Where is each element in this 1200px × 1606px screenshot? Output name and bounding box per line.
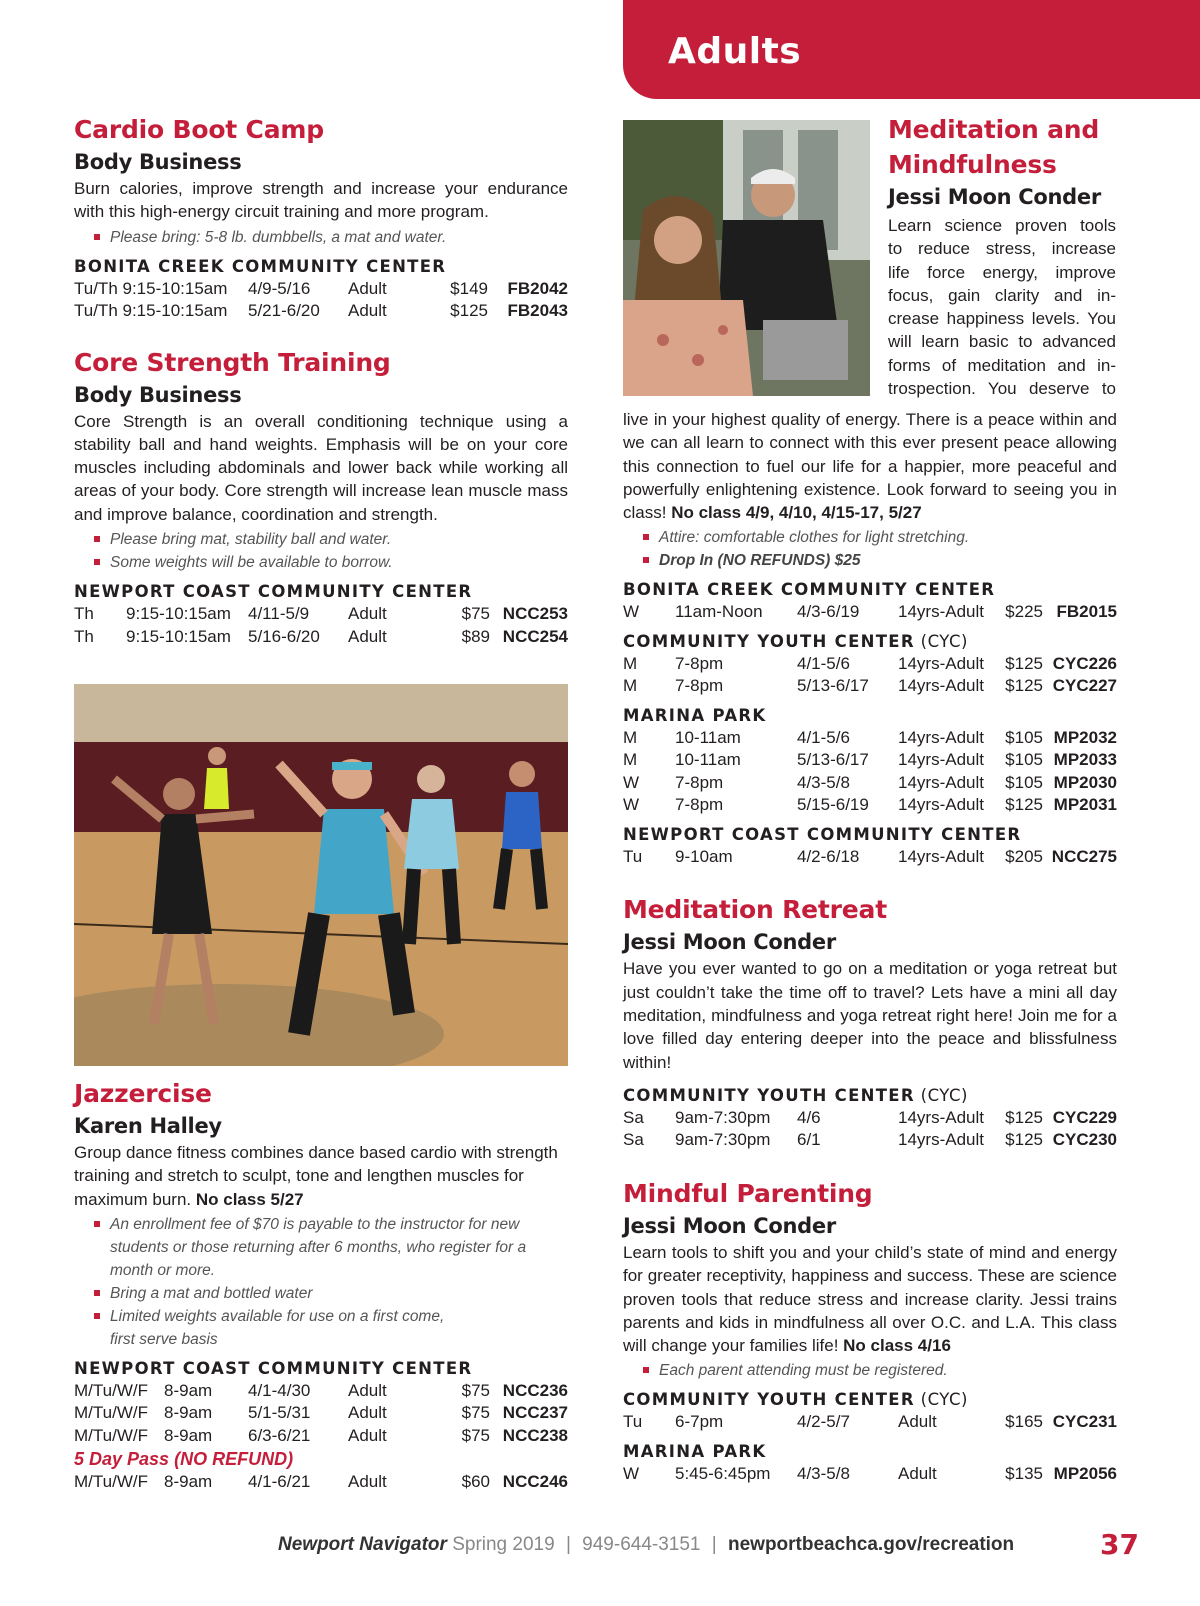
footer-separator: | bbox=[711, 1534, 717, 1555]
instructor-name: Body Business bbox=[74, 382, 242, 407]
publication-name: Newport Navigator bbox=[278, 1534, 447, 1555]
class-description: live in your highest quality of energy. There is a peace within and we can all learn to connect with this ever present peace allowing this connection to fuel our life for a happier, more peaceful and powerfully enlightening existence. Look forward to seeing you in class! No class 4/9, 4/10, 4/15-17, 5/27 bbox=[623, 410, 1117, 523]
section-tab bbox=[623, 0, 1200, 99]
course-code: CYC230 bbox=[1052, 1130, 1117, 1150]
course-code: NCC246 bbox=[502, 1472, 568, 1492]
class-description: Core Strength is an overall conditioning technique using a stability ball and hand weights. Emphasis will be on your core muscles including abdominals and lower back while working all areas of your body. Core strength will increase lean muscle mass and improve balance, coordination and strength. bbox=[74, 411, 568, 524]
notes-list bbox=[74, 1213, 568, 1351]
instructor-name: Karen Halley bbox=[74, 1114, 222, 1138]
note-item: An enrollment fee of $70 is payable to the instructor for new students or those returning after 6 months, who register for a month or more. bbox=[74, 1213, 568, 1282]
note-item: Bring a mat and bottled water bbox=[74, 1282, 568, 1305]
bullet-icon bbox=[643, 557, 649, 563]
schedule-row: W 7-8pm 5/15-6/19 14yrs-Adult $125 MP2031 bbox=[623, 794, 1117, 817]
venue-name: MARINA PARK bbox=[623, 1441, 767, 1461]
schedule-row: M 10-11am 4/1-5/6 14yrs-Adult $105 MP2032 bbox=[623, 727, 1117, 750]
website-link[interactable]: newportbeachca.gov/recreation bbox=[728, 1534, 1015, 1555]
phone-number: 949-644-3151 bbox=[582, 1534, 701, 1555]
meditation-header bbox=[888, 112, 1116, 400]
class-title: Core Strength Training bbox=[74, 347, 391, 377]
no-class-note: No class 4/9, 4/10, 4/15-17, 5/27 bbox=[671, 503, 922, 523]
venue-name: NEWPORT COAST COMMUNITY CENTER bbox=[74, 1358, 473, 1378]
bullet-icon bbox=[94, 1221, 100, 1227]
schedule-row: Th 9:15-10:15am 5/16-6/20 Adult $89 NCC254 bbox=[74, 626, 568, 649]
bullet-icon bbox=[643, 534, 649, 540]
schedule-row: Th 9:15-10:15am 4/11-5/9 Adult $75 NCC253 bbox=[74, 603, 568, 626]
note-item: Drop In (NO REFUNDS) $25 bbox=[623, 549, 1117, 572]
class-description: Group dance fitness combines dance based cardio with strength training and stretch to sculpt, tone and lengthen muscles for maximum burn. No class 5/27 bbox=[74, 1143, 558, 1209]
jazzercise-column bbox=[74, 1076, 568, 1494]
note-item: Limited weights available for use on a first come, first serve basis bbox=[74, 1305, 568, 1351]
class-cardio-boot-camp bbox=[74, 112, 568, 323]
schedule-row: W 11am-Noon 4/3-6/19 14yrs-Adult $225 FB2015 bbox=[623, 601, 1117, 624]
course-code: MP2030 bbox=[1053, 772, 1117, 792]
schedule-row: Tu/Th 9:15-10:15am 4/9-5/16 Adult $149 FB2042 bbox=[74, 278, 568, 301]
schedule-row: Sa 9am-7:30pm 6/1 14yrs-Adult $125 CYC230 bbox=[623, 1129, 1117, 1152]
schedule-row: M 10-11am 5/13-6/17 14yrs-Adult $105 MP2033 bbox=[623, 749, 1117, 772]
class-title: Jazzercise bbox=[74, 1079, 212, 1108]
season-label: Spring 2019 bbox=[452, 1534, 555, 1555]
course-code: CYC226 bbox=[1052, 653, 1117, 673]
section-title: Adults bbox=[668, 31, 802, 72]
class-core-strength bbox=[74, 345, 568, 648]
course-code: FB2042 bbox=[507, 278, 568, 298]
class-description: Burn calories, improve strength and increase your endurance with this high-energy circuit training and more program. bbox=[74, 179, 568, 222]
bullet-icon bbox=[94, 536, 100, 542]
course-code: CYC231 bbox=[1052, 1412, 1117, 1432]
no-class-note: No class 5/27 bbox=[195, 1189, 304, 1209]
note-item: Some weights will be available to borrow. bbox=[74, 551, 568, 574]
venue-name: COMMUNITY YOUTH CENTER (CYC) bbox=[623, 1390, 968, 1410]
no-class-note: No class 4/16 bbox=[843, 1336, 951, 1356]
course-code: NCC275 bbox=[1051, 846, 1117, 866]
schedule-row: M/Tu/W/F 8-9am 4/1-4/30 Adult $75 NCC236 bbox=[74, 1380, 568, 1403]
class-title: Meditation Retreat bbox=[623, 895, 887, 925]
schedule-row: M/Tu/W/F 8-9am 6/3-6/21 Adult $75 NCC238 bbox=[74, 1425, 568, 1448]
class-meditation-mindfulness bbox=[623, 408, 1117, 868]
instructor-name: Body Business bbox=[74, 150, 242, 174]
notes-list bbox=[623, 526, 1117, 572]
jazzercise-photo bbox=[74, 684, 568, 1066]
class-title: Meditation and Mindfulness bbox=[888, 115, 1100, 179]
class-mindful-parenting bbox=[623, 1176, 1117, 1485]
course-code: CYC227 bbox=[1052, 676, 1117, 696]
notes-list bbox=[74, 226, 568, 249]
schedule-row: Sa 9am-7:30pm 4/6 14yrs-Adult $125 CYC229 bbox=[623, 1107, 1117, 1130]
class-title: Mindful Parenting bbox=[623, 1178, 873, 1208]
course-code: MP2032 bbox=[1053, 727, 1117, 747]
class-title: Cardio Boot Camp bbox=[74, 115, 324, 144]
venue-name: NEWPORT COAST COMMUNITY CENTER bbox=[623, 824, 1022, 844]
notes-list bbox=[74, 528, 568, 574]
note-item: Each parent attending must be registered. bbox=[623, 1359, 1117, 1382]
class-description: Have you ever wanted to go on a meditation or yoga retreat but just couldn’t take the time off to travel? Lets have a mini all day meditation, mindfulness and yoga retreat right here! Join me for a love filled day entering deeper into the peace and blissfulness within! bbox=[623, 959, 1117, 1072]
bullet-icon bbox=[643, 1367, 649, 1373]
class-meditation-retreat bbox=[623, 892, 1117, 1151]
page-number: 37 bbox=[1100, 1528, 1139, 1561]
course-code: FB2043 bbox=[507, 301, 568, 321]
notes-list bbox=[623, 1359, 1117, 1382]
course-code: NCC237 bbox=[502, 1403, 568, 1423]
bullet-icon bbox=[94, 234, 100, 240]
class-jazzercise bbox=[74, 1076, 568, 1494]
schedule-row: W 7-8pm 4/3-5/8 14yrs-Adult $105 MP2030 bbox=[623, 772, 1117, 795]
course-code: NCC254 bbox=[502, 626, 568, 646]
venue-name: NEWPORT COAST COMMUNITY CENTER bbox=[74, 582, 473, 602]
note-item: Please bring mat, stability ball and water. bbox=[74, 528, 568, 551]
instructor-name: Jessi Moon Conder bbox=[623, 1213, 836, 1238]
course-code: NCC236 bbox=[502, 1380, 568, 1400]
schedule-row: Tu/Th 9:15-10:15am 5/21-6/20 Adult $125 FB2043 bbox=[74, 300, 568, 323]
course-code: MP2033 bbox=[1053, 750, 1117, 770]
class-description-wrap: Learn science proven tools to reduce stress, increase life force energy, improve focus, gain clarity and in- crease happiness levels. You will learn basic to advanced forms of meditation and in- trospection. You deserve to bbox=[888, 216, 1116, 399]
schedule-row: M 7-8pm 5/13-6/17 14yrs-Adult $125 CYC227 bbox=[623, 675, 1117, 698]
right-column bbox=[623, 408, 1117, 1485]
instructor-name: Jessi Moon Conder bbox=[888, 185, 1101, 209]
schedule-row: Tu 6-7pm 4/2-5/7 Adult $165 CYC231 bbox=[623, 1411, 1117, 1434]
venue-name: BONITA CREEK COMMUNITY CENTER bbox=[623, 580, 996, 600]
course-code: NCC253 bbox=[502, 604, 568, 624]
footer-separator: | bbox=[565, 1534, 571, 1555]
schedule-row: M/Tu/W/F 8-9am 4/1-6/21 Adult $60 NCC246 bbox=[74, 1471, 568, 1494]
course-code: NCC238 bbox=[502, 1425, 568, 1445]
pass-label: 5 Day Pass (NO REFUND) bbox=[74, 1449, 294, 1470]
schedule-row: Tu 9-10am 4/2-6/18 14yrs-Adult $205 NCC275 bbox=[623, 846, 1117, 869]
course-code: FB2015 bbox=[1056, 602, 1117, 622]
bullet-icon bbox=[94, 1313, 100, 1319]
meditation-photo bbox=[623, 120, 870, 396]
class-description: Learn tools to shift you and your child’s state of mind and energy for greater receptivity, happiness and success. These are science proven tools that reduce stress and increase clarity. Jessi trains parents and kids in mindfulness all over O.C. and L.A. This class will change your families life! No class 4/16 bbox=[623, 1242, 1117, 1356]
venue-name: COMMUNITY YOUTH CENTER (CYC) bbox=[623, 1085, 968, 1105]
course-code: CYC229 bbox=[1052, 1107, 1117, 1127]
course-code: MP2056 bbox=[1053, 1463, 1117, 1483]
page-footer bbox=[278, 1534, 1138, 1556]
schedule-row: M 7-8pm 4/1-5/6 14yrs-Adult $125 CYC226 bbox=[623, 653, 1117, 676]
venue-name: COMMUNITY YOUTH CENTER (CYC) bbox=[623, 631, 968, 651]
schedule-row: W 5:45-6:45pm 4/3-5/8 Adult $135 MP2056 bbox=[623, 1463, 1117, 1486]
schedule-row: M/Tu/W/F 8-9am 5/1-5/31 Adult $75 NCC237 bbox=[74, 1402, 568, 1425]
bullet-icon bbox=[94, 559, 100, 565]
course-code: MP2031 bbox=[1053, 795, 1117, 815]
instructor-name: Jessi Moon Conder bbox=[623, 930, 836, 955]
venue-name: MARINA PARK bbox=[623, 705, 767, 725]
bullet-icon bbox=[94, 1290, 100, 1296]
left-column bbox=[74, 112, 568, 648]
note-item: Attire: comfortable clothes for light stretching. bbox=[623, 526, 1117, 549]
note-item: Please bring: 5-8 lb. dumbbells, a mat and water. bbox=[74, 226, 568, 249]
venue-name: BONITA CREEK COMMUNITY CENTER bbox=[74, 256, 447, 276]
